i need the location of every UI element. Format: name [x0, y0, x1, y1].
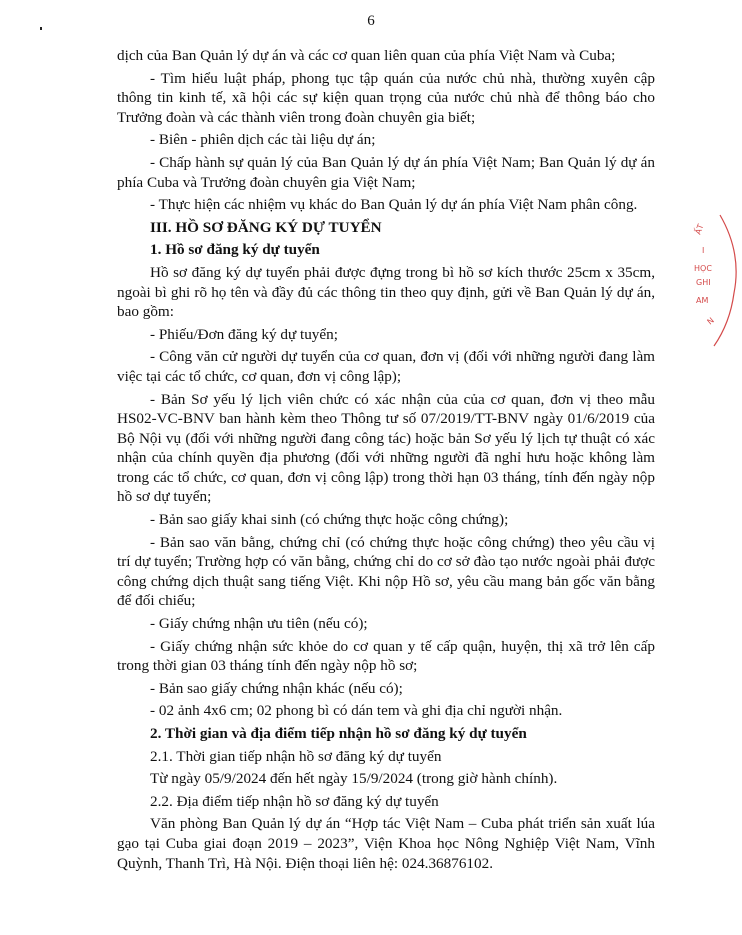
scan-speck: [40, 27, 42, 30]
subsection-heading-2-2: 2.2. Địa điểm tiếp nhận hồ sơ đăng ký dự tuyển: [150, 792, 439, 810]
dossier-item-photos-envelopes: - 02 ảnh 4x6 cm; 02 phong bì có dán tem và ghi địa chỉ người nhận.: [150, 702, 563, 720]
dossier-item-diplomas: - Bản sao văn bằng, chứng chỉ (có chứng thực hoặc công chứng) theo yêu cầu vị trí dự tuyển; Trường hợp có văn bằng, chứng chỉ do cơ sở đào tạo nước ngoài phải được công chứng dịch thuật sang tiếng Việt. Khi nộp Hồ sơ, yêu cầu mang bản gốc văn bằng để đối chiếu;: [117, 533, 655, 610]
dossier-item-cv: - Bản Sơ yếu lý lịch viên chức có xác nhận của của cơ quan, đơn vị theo mẫu HS02-VC-BNV ban hành kèm theo Thông tư số 07/2019/TT-BNV ngày 01/6/2019 của Bộ Nội vụ (đối với những người đang công tác) hoặc bản Sơ yếu lý lịch tự thuật có xác nhận của chính quyền địa phương (đối với những người đã nghỉ hưu hoặc không làm trong các tổ chức, cơ quan, đơn vị công lập) trong thời hạn 03 tháng, tính đến ngày nộp hồ sơ dự tuyển;: [117, 390, 655, 506]
section-heading-iii: III. HỒ SƠ ĐĂNG KÝ DỰ TUYỂN: [150, 218, 382, 236]
duty-item-other-tasks: - Thực hiện các nhiệm vụ khác do Ban Quản lý dự án phía Việt Nam phân công.: [150, 196, 638, 214]
dossier-item-application-form: - Phiếu/Đơn đăng ký dự tuyển;: [150, 325, 338, 343]
red-seal-stamp: [690, 213, 742, 348]
dossier-intro: Hồ sơ đăng ký dự tuyển phải được đựng trong bì hồ sơ kích thước 25cm x 35cm, ngoài bì ghi rõ họ tên và đầy đủ các thông tin theo quy định, gửi về Ban Quản lý dự án, bao gồm:: [117, 263, 655, 321]
duty-item-translation: - Biên - phiên dịch các tài liệu dự án;: [150, 131, 376, 149]
duty-item-law-research: - Tìm hiểu luật pháp, phong tục tập quán của nước chủ nhà, thường xuyên cập thông tin kinh tế, xã hội các sự kiện quan trọng của nước chủ nhà để thông báo cho Trưởng đoàn và các thành viên trong đoàn chuyên gia biết;: [117, 69, 655, 126]
receiving-address: Văn phòng Ban Quản lý dự án “Hợp tác Việt Nam – Cuba phát triển sản xuất lúa gạo tại Cuba giai đoạn 2019 – 2023”, Viện Khoa học Nông Nghiệp Việt Nam, Vĩnh Quỳnh, Thanh Trì, Hà Nội. Điện thoại liên hệ: 024.36876102.: [117, 815, 655, 872]
dossier-item-nomination-letter: - Công văn cử người dự tuyển của cơ quan, đơn vị (đối với những người đang làm việc tại các tổ chức, cơ quan, đơn vị công lập);: [117, 348, 655, 385]
dossier-item-priority-certificate: - Giấy chứng nhận ưu tiên (nếu có);: [150, 615, 368, 633]
svg-text:ẤT: ẤT: [693, 222, 706, 236]
page-number: 6: [367, 13, 375, 29]
dossier-item-other-certificates: - Bản sao giấy chứng nhận khác (nếu có);: [150, 679, 403, 697]
dossier-item-birth-certificate: - Bản sao giấy khai sinh (có chứng thực hoặc công chứng);: [150, 511, 509, 529]
svg-text:AM: AM: [696, 296, 709, 305]
subsection-heading-2: 2. Thời gian và địa điểm tiếp nhận hồ sơ đăng ký dự tuyển: [150, 725, 527, 742]
document-body: [117, 46, 655, 876]
svg-text:HỌC: HỌC: [694, 264, 712, 273]
subsection-heading-1: 1. Hồ sơ đăng ký dự tuyển: [150, 241, 320, 259]
subsection-heading-2-1: 2.1. Thời gian tiếp nhận hồ sơ đăng ký dự tuyển: [150, 747, 442, 765]
dossier-item-health-certificate: - Giấy chứng nhận sức khỏe do cơ quan y tế cấp quận, huyện, thị xã trở lên cấp trong thời gian 03 tháng tính đến ngày nộp hồ sơ;: [117, 637, 655, 675]
svg-text:I: I: [702, 246, 705, 255]
svg-text:N: N: [705, 315, 716, 327]
paragraph-continuation: dịch của Ban Quản lý dự án và các cơ quan liên quan của phía Việt Nam và Cuba;: [117, 47, 616, 64]
receiving-period: Từ ngày 05/9/2024 đến hết ngày 15/9/2024 (trong giờ hành chính).: [150, 770, 558, 788]
duty-item-compliance: - Chấp hành sự quản lý của Ban Quản lý dự án phía Việt Nam; Ban Quản lý dự án phía Cuba và Trưởng đoàn chuyên gia Việt Nam;: [117, 153, 655, 191]
svg-text:GHI: GHI: [696, 278, 711, 287]
